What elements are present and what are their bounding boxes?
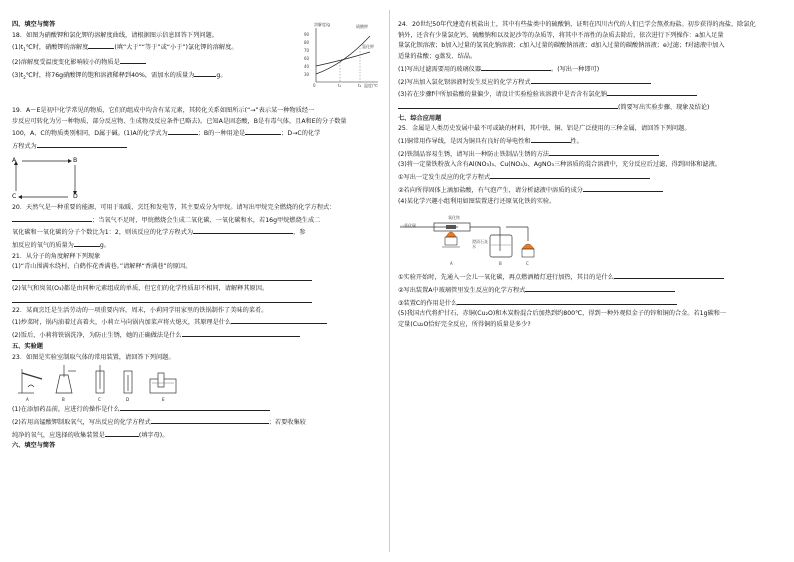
chart-xtick: 0 (313, 83, 316, 88)
q20-line4-b: g。 (99, 241, 110, 249)
q20-line1: 20．天然气是一种重要的能源，可用于取暖、烹饪和发电等，其主要成分为甲烷。请写出甲烷完全燃烧的化学方程式： (12, 203, 336, 211)
q19-line3-b: ；B的一种用途是 (197, 130, 246, 138)
chart-ytick: 90 (304, 32, 310, 37)
q19-line1: 19．A～E是初中化学常见的物质，它们的组成中均含有某元素，其转化关系如图所示(“→”表示某一种物质经一 (12, 106, 315, 114)
answer-blank[interactable] (607, 88, 697, 96)
q25-part3-2 (398, 184, 782, 197)
chart-ytick: 40 (304, 64, 310, 69)
node-c: C (12, 192, 17, 200)
solubility-chart-svg (304, 24, 384, 90)
q25-part5: (5)我国古代将炉甘石、赤铜(Cu₂O)和木炭粉混合后加热到约800℃，得到一种外观似金子的锌和铜的合金。若1g碳和一 (398, 310, 727, 318)
q20-line4-a: 加反应的氧气的质量为 (12, 241, 74, 249)
column-divider (389, 10, 390, 552)
q18-part1-c: (填“大于”“等于”或“小于”)氯化钾的溶解度。 (114, 44, 238, 52)
chart-series-kcl: 氯化钾 (362, 44, 374, 49)
q24-part3-note: (简要写出实验步骤、现象及结论) (618, 103, 710, 111)
q21-part2: (2)氧气和臭氧(O₃)都是由同种元素组成的单质，但它们的化学性质却不相同，请解释其原因。 (12, 285, 269, 293)
q23-part2-d: (填字母)。 (138, 431, 169, 439)
chart-xtick: t₁ (338, 83, 342, 88)
q25-part1 (398, 135, 782, 148)
q21-stem: 21．从分子的角度解释下列现象 (12, 252, 101, 260)
q23-part2-cont (12, 429, 380, 442)
answer-blank[interactable] (525, 284, 675, 292)
answer-blank[interactable] (193, 226, 293, 234)
chart-ylabel: 溶解度/g (314, 22, 330, 27)
answer-blank[interactable] (583, 184, 663, 192)
answer-blank[interactable] (531, 135, 571, 143)
apparatus-label-a: A (26, 397, 29, 403)
label-fe2o3: 氧化铁 (448, 215, 460, 221)
label-co: 一氧化碳 (400, 223, 416, 229)
q20-line3-b: ，参 (293, 229, 306, 237)
chart-xtick: t₂ (358, 83, 362, 88)
node-a: A (12, 156, 17, 164)
q19-line3-c: ；D→C的化学 (281, 130, 321, 138)
answer-blank[interactable] (12, 295, 312, 303)
answer-blank[interactable] (37, 140, 127, 148)
q25-part3: (3)将一定量铁粉放入含有Al(NO₃)₃、Cu(NO₃)₂、AgNO₃三种溶质的混合溶液中，充分反应后过滤，得到固体和滤液。 (398, 161, 721, 169)
chart-ytick: 60 (304, 56, 310, 61)
q18-part3-b: ℃时，将76g硝酸钾的饱和溶液稀释到40%，需加水的质量为 (25, 72, 195, 80)
q18-part2-text: (2)溶解度受温度变化影响较小的物质是 (12, 59, 120, 67)
section-heading: 五、实验题 (12, 342, 43, 350)
answer-blank[interactable] (531, 76, 651, 84)
q24-part3 (398, 88, 782, 101)
apparatus-label-c: C (98, 397, 101, 403)
answer-blank[interactable] (481, 63, 551, 71)
answer-blank[interactable] (12, 214, 92, 222)
answer-blank[interactable] (182, 329, 300, 337)
q23-part2 (12, 416, 380, 429)
apparatus-label-e: E (162, 397, 165, 403)
q23-part2-a: (2)若用高锰酸钾制取氧气，写出反应的化学方程式 (12, 418, 151, 426)
answer-blank[interactable] (120, 403, 270, 411)
q24-line2: 钠外，还含有少量氯化钙、硫酸钠和以及泥沙等的杂质等，将其中不溶性的杂质去除后，依次进行下列操作：a加入足量 (398, 31, 724, 39)
q18-part3-a: (3)t (12, 72, 24, 80)
chart-xlabel: 温度/℃ (364, 83, 378, 88)
q25-part4: (4)某化学兴趣小组利用如图装置进行还原氧化铁的实验。 (398, 197, 556, 205)
q25-part1-b: 性。 (570, 138, 583, 146)
answer-blank[interactable] (105, 429, 139, 437)
q25-part4-3 (398, 297, 782, 310)
q22-part1-text: (1)炒菜时，锅内油着过高着火，小莉立马向锅内加菜声将火熄灭，其原理是什么 (12, 319, 232, 327)
q20-line4 (12, 239, 380, 252)
q19-line4 (12, 140, 380, 153)
apparatus-drawing (16, 363, 196, 403)
q21-part1: (1)“青山围满水绕村，白鹤作花香满巷。”请解释“香满巷”的原因。 (12, 263, 192, 271)
q24-line3: 量氯化钡溶液；b加入过量的氢氧化钠溶液；c加入过量的碳酸钠溶液；d加入过量的碳酸钠溶液；e过滤；f对滤液中加入 (398, 42, 725, 50)
q25-part3-2-text: ②若向所得固体上滴加盐酸，有气泡产生，请分析滤液中溶质的成分 (398, 186, 583, 194)
q25-part2-text: (2)铁制品容易生锈，请写出一种防止铁制品生锈的方法 (398, 150, 550, 158)
label-limewater: 澄清石灰水 (472, 239, 488, 250)
q24-part2-text: (2)写出加入氯化钡溶液时发生反应的化学方程式 (398, 78, 531, 86)
chart-ytick: 70 (304, 48, 310, 53)
solubility-chart (304, 24, 384, 90)
q24-part1-a: (1)写出过滤需要用的玻璃仪器 (398, 65, 482, 73)
q24-part3-cont (398, 101, 782, 114)
q25-part3-1-text: ①写出一定发生反应的化学方程式 (398, 174, 491, 182)
q18-part1-b: ℃时，硝酸钾的溶解度 (25, 44, 89, 52)
q25-part2 (398, 148, 782, 161)
q25-part4-3-text: ③装置C的作用是什么 (398, 299, 458, 307)
q18-part1-a: (1)t (12, 44, 24, 52)
q19-line4-text: 方程式为 (12, 143, 37, 151)
node-b: B (73, 156, 78, 164)
answer-blank[interactable] (490, 171, 650, 179)
apparatus-label-d: D (126, 397, 130, 403)
answer-blank[interactable] (549, 148, 659, 156)
q19-line3-a: 100，A、C的物质类别相同，D属于碱。(1)A的化学式为 (12, 130, 168, 138)
q24-part3-text: (3)若在步骤f中所加盐酸的量偏少，请设计实验检验该溶液中是否含有氯化钠 (398, 91, 607, 99)
answer-blank[interactable] (194, 69, 216, 77)
q20-line2 (12, 214, 380, 227)
answer-blank[interactable] (120, 56, 146, 64)
q22-part2-text: (2)饭后，小莉将铁锅洗净，为防止生锈，她的正确做法是什么 (12, 332, 182, 340)
q25-part5-cont: 定量(Cu₂O恰好完全反应，所得铜的质量是多少? (398, 321, 531, 329)
reduction-drawing (398, 207, 578, 271)
answer-area[interactable] (12, 295, 380, 306)
q20-line3-a: 氧化碳和一氧化碳的分子个数比为1：2，则该反应的化学方程式为 (12, 229, 194, 237)
conversion-arrows (12, 153, 92, 203)
q25-part4-2-text: ②写出装置A中玻璃管里发生反应的化学方程式 (398, 286, 526, 294)
answer-blank[interactable] (74, 239, 100, 247)
right-column (398, 20, 782, 331)
chart-ytick: 30 (304, 72, 310, 77)
q23-part1-text: (1)在添加药品前，应进行的操作是什么 (12, 406, 120, 414)
answer-blank[interactable] (398, 101, 618, 109)
q20-line3 (12, 226, 380, 239)
q25-part1-a: (1)铜常用作导线，是因为铜具有良好的导电性和 (398, 138, 531, 146)
figure-label-c: C (526, 261, 529, 267)
q23-part2-c: 纯净的氧气，应选择的收集装置是 (12, 431, 105, 439)
q18-stem: 18．如图为硝酸钾和氯化钾的溶解度曲线，请根据图示信息回答下列问题。 (12, 31, 218, 39)
q25-part3-1 (398, 171, 782, 184)
apparatus-figure (12, 363, 380, 403)
answer-blank[interactable] (12, 273, 312, 281)
answer-area[interactable] (12, 273, 380, 284)
answer-blank[interactable] (168, 127, 198, 135)
q23-part2-b: ；若要收集较 (268, 418, 306, 426)
q24-line1: 24．20世纪50年代建造有机盐出土，其中有些盐类中的硫酸钠，证明在四川古代的人们已学会熬煮海盐。初步获得的海盐，除氯化 (398, 21, 756, 28)
q19-line3 (12, 127, 380, 140)
q25-part4-1-text: ①实验开始时，先通入一会儿一氧化碳，再点燃酒精灯进行加热，其目的是什么 (398, 274, 614, 282)
q22-stem: 22．某商烹饪是生活劳动的一项重要内容，周末，小莉同学用家里的铁锅制作了美味的菜肴。 (12, 306, 268, 314)
answer-blank[interactable] (231, 316, 327, 324)
chart-series-kno3: 硝酸钾 (356, 24, 368, 29)
node-d: D (73, 192, 78, 200)
q25-part4-2 (398, 284, 782, 297)
q25-stem: 25．金属是人类历史发展中最不可或缺的材料，其中铁、铜、铝是广泛使用的三种金属，请回答下列问题。 (398, 125, 691, 133)
q25-part4-1 (398, 271, 782, 284)
q18-part1: $(1)t_1℃$时，硝酸钾的溶解度 (填“大于”“等于”或“小于”)氯化钾的溶解度。 (12, 41, 380, 56)
section-heading: 七、综合应用题 (398, 114, 442, 122)
conversion-diagram (12, 153, 380, 203)
q19-line2: 步反应可转化为另一种物质，部分反应物、生成物及反应条件已略去)。已知A是固态酸，B是有毒气体，且A和E的分子数量 (12, 117, 347, 125)
q18-part3-c: g。 (216, 72, 227, 80)
q24-part1 (398, 63, 782, 76)
q22-part1 (12, 316, 380, 329)
reduction-figure (398, 207, 782, 271)
answer-blank[interactable] (614, 271, 724, 279)
figure-label-b: B (499, 261, 502, 267)
answer-blank[interactable] (88, 41, 114, 49)
q24-line4: 适量的盐酸；g蒸发、结晶。 (398, 53, 477, 61)
q22-part2 (12, 329, 380, 342)
section-heading: 四、填空与简答 (12, 21, 56, 28)
q18-part3: $(3)t_2℃$时，将76g硝酸钾的饱和溶液稀释到40%，需加水的质量为 g。 (12, 69, 380, 84)
apparatus-label-b: B (62, 397, 65, 403)
section-heading: 六、填空与简答 (12, 442, 56, 450)
figure-label-a: A (450, 261, 453, 267)
q23-part1 (12, 403, 380, 416)
q24-part1-b: 。(写出一种即可) (551, 65, 600, 73)
answer-blank[interactable] (245, 127, 281, 135)
q23-stem: 23．如图是实验室制取气体的常用装置，请回答下列问题。 (12, 353, 175, 361)
q24-part2 (398, 76, 782, 89)
q20-line2-text: ；当氧气不足时，甲烷燃烧会生成二氧化碳、一氧化碳和水，若16g甲烷燃烧生成二 (92, 216, 321, 224)
answer-blank[interactable] (457, 297, 677, 305)
answer-blank[interactable] (151, 416, 269, 424)
chart-ytick: 80 (304, 40, 310, 45)
